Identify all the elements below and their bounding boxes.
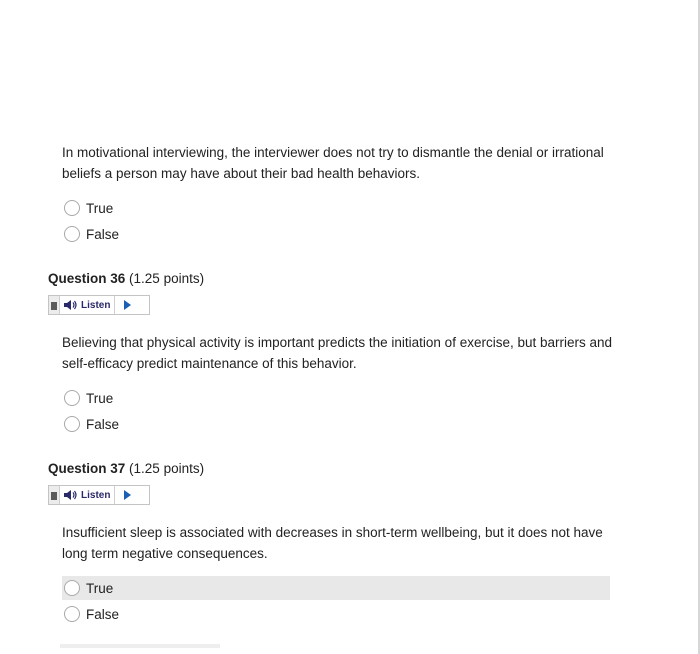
question-37-option-true[interactable] [62,576,610,600]
question-number: Question 36 [48,271,126,286]
option-label: True [86,390,114,406]
listen-label: Listen [81,489,111,501]
radio-button[interactable] [64,200,80,216]
question-number: Question 37 [48,461,126,476]
question-36-option-true[interactable] [62,386,113,410]
radio-button[interactable] [64,416,80,432]
next-question-edge [60,644,220,648]
radio-button[interactable] [64,580,80,596]
option-label: False [86,416,120,432]
question-36-header [48,271,204,286]
speaker-icon [64,489,78,501]
question-35-option-false[interactable] [62,222,119,246]
question-35-text: In motivational interviewing, the interviewer does not try to dismantle the denial or irrational beliefs a person may have about their bad health behaviors. [62,145,604,181]
speaker-icon [64,299,78,311]
question-37-listen-toolbar [48,485,150,505]
question-points: (1.25 points) [129,271,205,286]
option-label: True [86,200,114,216]
radio-button[interactable] [64,226,80,242]
listen-button[interactable] [60,486,115,504]
question-36-listen-toolbar [48,295,150,315]
toolbar-grip-icon[interactable] [49,486,60,504]
listen-label: Listen [81,299,111,311]
toolbar-grip-icon[interactable] [49,296,60,314]
radio-button[interactable] [64,390,80,406]
question-35-option-true[interactable] [62,196,113,220]
question-37-text: Insufficient sleep is associated with decreases in short-term wellbeing, but it does not have long term negative consequences. [62,525,603,561]
option-label: False [86,606,120,622]
question-36-option-false[interactable] [62,412,119,436]
question-37-header [48,461,204,476]
listen-button[interactable] [60,296,115,314]
radio-button[interactable] [64,606,80,622]
option-label: True [86,580,114,596]
option-label: False [86,226,120,242]
question-37-option-false[interactable] [62,602,119,626]
question-points: (1.25 points) [129,461,205,476]
play-icon[interactable] [124,300,131,310]
question-36-text: Believing that physical activity is important predicts the initiation of exercise, but barriers and self-efficacy predict maintenance of this behavior. [62,335,613,371]
play-icon[interactable] [124,490,131,500]
